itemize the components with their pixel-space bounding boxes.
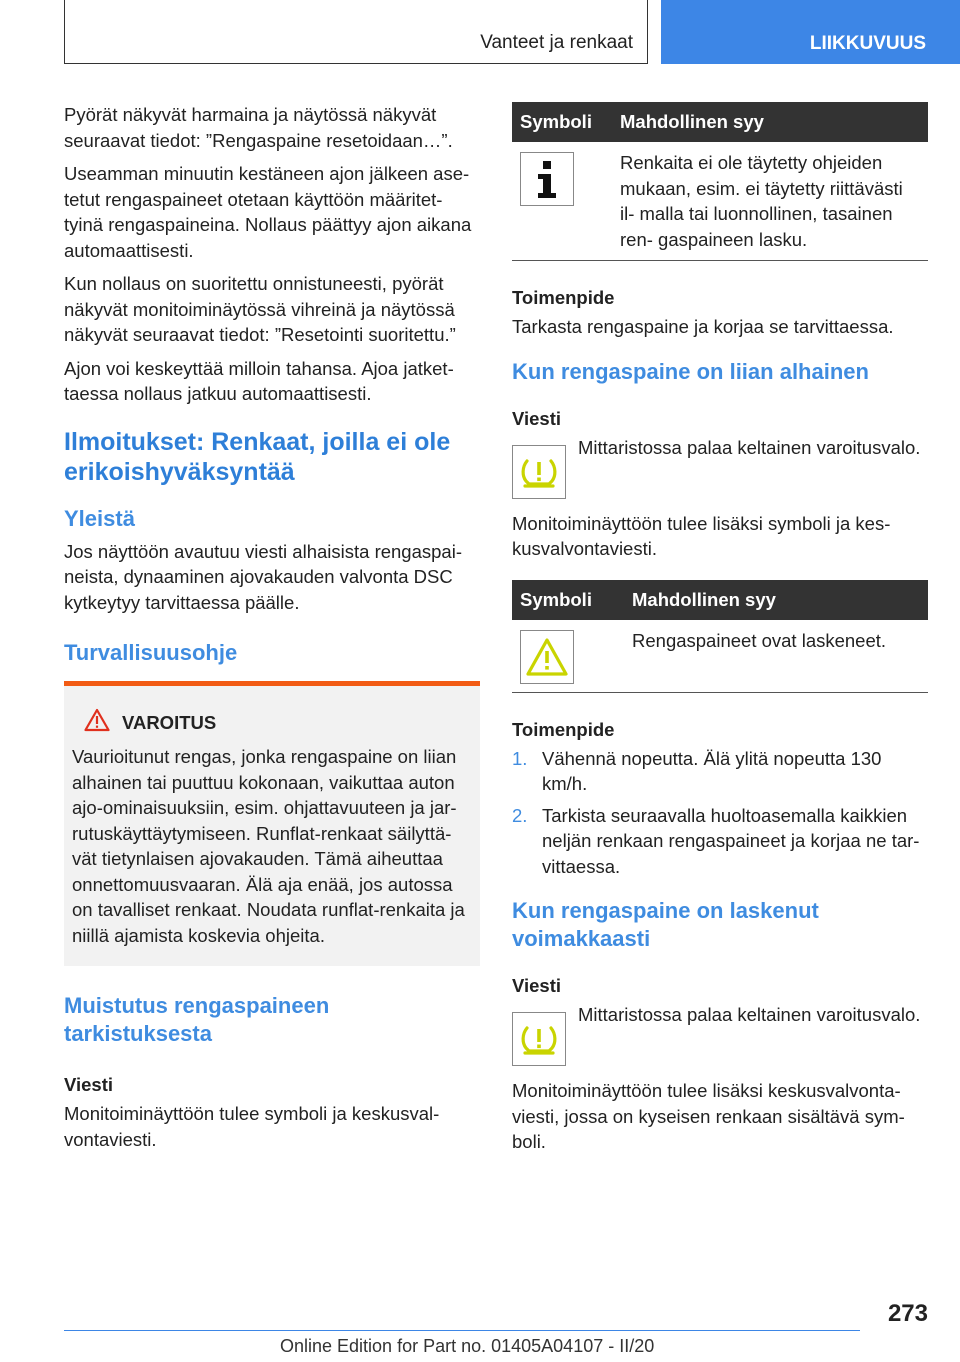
label-message: Viesti [512, 975, 562, 996]
warning-box [64, 681, 480, 966]
header-section: LIIKKUVUUS [809, 33, 926, 54]
table-header-symbol: Symboli [512, 102, 612, 142]
message-text: Mittaristossa palaa keltainen varoitusvalo. [578, 436, 921, 458]
warning-text: Vaurioitunut rengas, jonka rengaspaine on liian alhainen tai puuttuu kokonaan, vaikuttaa auton ajo-ominaisuuksiin, esim. ohjattavuuteen ja jar- rutuskäyttäytymiseen. Runflat-renkaat säilyttä- vät tietynlaisen ajovakauden. Tämä aiheuttaa onnettomuusvaaran. Älä aja enää, jos autossa on tavalliset renkaat. Noudata runflat-renkaita ja niillä ajamista koskevia ohjeita. [72, 746, 465, 946]
paragraph: Useamman minuutin kestäneen ajon jälkeen ase- tetut rengaspaineet otetaan käyttöön määritet- tyinä rengaspaineina. Nollaus päättyy ajon aikana automaattisesti. [64, 163, 472, 261]
paragraph: Monitoiminäyttöön tulee symboli ja keskusval- vontaviesti. [64, 1103, 440, 1150]
list-item [512, 746, 928, 797]
step-number: 2. [512, 804, 528, 826]
warning-triangle-icon [84, 708, 112, 738]
paragraph: Tarkasta rengaspaine ja korjaa se tarvittaessa. [512, 316, 894, 337]
tire-pressure-warning-icon [512, 445, 566, 499]
table-cell-cause: Rengaspaineet ovat laskeneet. [624, 620, 928, 693]
footer-text: Online Edition for Part no. 01405A04107 - II/20 [280, 1336, 655, 1356]
heading-low-pressure: Kun rengaspaine on liian alhainen [512, 358, 869, 384]
symbol-table-1 [512, 102, 928, 261]
heading-reminder: Muistutus rengaspaineen tarkistuksesta [64, 993, 330, 1046]
paragraph: Pyörät näkyvät harmaina ja näytössä näkyvät seuraavat tiedot: ”Rengaspaine resetoidaan…”. [64, 104, 453, 151]
label-message: Viesti [512, 407, 562, 429]
paragraph: Ajon voi keskeyttää milloin tahansa. Ajoa jatket- taessa nollaus jatkuu automaattisesti. [64, 357, 454, 404]
action-steps [512, 746, 928, 880]
table-header-row [512, 102, 928, 142]
tire-pressure-warning-icon [512, 1012, 566, 1066]
table-header-cause: Mahdollinen syy [624, 580, 928, 620]
paragraph: Jos näyttöön avautuu viesti alhaisista rengaspai- neista, dynaaminen ajovakauden valvonta DSC kytkeytyy tarvittaessa päälle. [64, 540, 462, 613]
header-title: Vanteet ja renkaat [480, 32, 633, 53]
message-row [512, 435, 928, 499]
step-text: Tarkista seuraavalla huoltoasemalla kaikkien neljän renkaan rengaspaineet ja korjaa ne tar- vittaessa. [542, 804, 920, 877]
heading-general: Yleistä [64, 505, 135, 531]
table-row [512, 142, 928, 261]
table-header-row [512, 580, 928, 620]
step-text: Vähennä nopeutta. Älä ylitä nopeutta 130 km/h. [542, 747, 882, 794]
right-column [512, 102, 928, 1163]
paragraph: Monitoiminäyttöön tulee lisäksi symboli ja kes- kusvalvontaviesti. [512, 512, 891, 559]
table-header-symbol: Symboli [512, 580, 624, 620]
paragraph: Kun nollaus on suoritettu onnistuneesti, pyörät näkyvät monitoiminäytössä vihreinä ja näytössä näkyvät seuraavat tiedot: ”Resetointi suoritettu.” [64, 273, 456, 345]
symbol-table-2 [512, 580, 928, 693]
heading-pressure-drop: Kun rengaspaine on laskenut voimakkaasti [512, 898, 819, 951]
warning-triangle-yellow-icon [520, 630, 574, 684]
heading-safety: Turvallisuusohje [64, 640, 238, 665]
label-action: Toimenpide [512, 718, 615, 740]
paragraph: Monitoiminäyttöön tulee lisäksi keskusvalvonta- viesti, jossa on kyseisen renkaan sisältävä sym- boli. [512, 1080, 905, 1152]
label-action: Toimenpide [512, 287, 615, 308]
table-cell-cause: Renkaita ei ole täytetty ohjeiden mukaan, esim. ei täytetty riittävästi il- malla tai luonnollinen, tasainen ren- gaspaineen lasku. [612, 142, 928, 261]
left-column [64, 102, 480, 1160]
info-icon [520, 152, 574, 206]
label-message: Viesti [64, 1074, 114, 1095]
table-header-cause: Mahdollinen syy [612, 102, 928, 142]
step-number: 1. [512, 747, 528, 769]
message-text: Mittaristossa palaa keltainen varoitusvalo. [578, 1004, 921, 1025]
header-title-box [64, 0, 648, 64]
page-number: 273 [887, 1300, 928, 1327]
table-row [512, 620, 928, 693]
list-item [512, 803, 928, 880]
header-section-tab[interactable] [661, 0, 960, 64]
message-row [512, 1002, 928, 1066]
heading-notices: Ilmoitukset: Renkaat, joilla ei ole erikoishyväksyntää [64, 427, 451, 486]
table-cell-symbol [512, 620, 624, 693]
warning-title: VAROITUS [122, 712, 217, 733]
table-cell-symbol [512, 142, 612, 261]
footer-divider [64, 1330, 860, 1331]
warning-title-row [72, 708, 472, 738]
